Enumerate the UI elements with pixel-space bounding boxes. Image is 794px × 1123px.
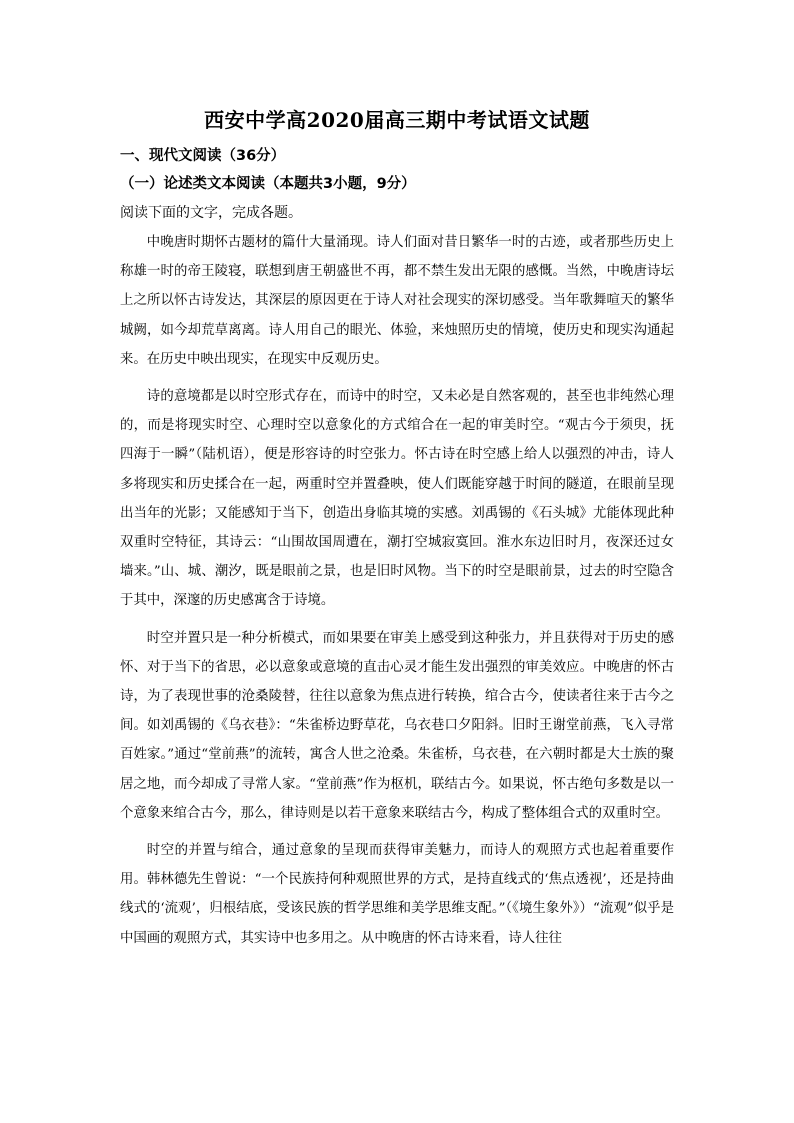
passage-paragraph-3: 时空并置只是一种分析模式，而如果要在审美上感受到这种张力，并且获得对于历史的感怀、对于当下的省思，必以意象或意境的直击心灵才能生发出强烈的审美效应。中晚唐的怀古诗，为了表现世事的沧桑陵替，往往以意象为焦点进行转换，绾合古今，使读者往来于古今之间。如刘禹锡的《乌衣巷》：“朱雀桥边野草花，乌衣巷口夕阳斜。旧时王谢堂前燕，飞入寻常百姓家。”通过“堂前燕”的流转，寓含人世之沧桑。朱雀桥，乌衣巷，在六朝时都是大士族的聚居之地，而今却成了寻常人家。“堂前燕”作为枢机，联结古今。如果说，怀古绝句多数是以一个意象来绾合古今，那么，律诗则是以若干意象来联结古今，构成了整体组合式的双重时空。: [120, 630, 674, 821]
passage-paragraph-2: 诗的意境都是以时空形式存在，而诗中的时空，又未必是自然客观的，甚至也非纯然心理的，而是将现实时空、心理时空以意象化的方式绾合在一起的审美时空。“观古今于须臾，抚四海于一瞬”（陆机语），便是形容诗的时空张力。怀古诗在时空感上给人以强烈的冲击，诗人多将现实和历史揉合在一起，两重时空并置叠映，使人们既能穿越于时间的隧道，在眼前呈现出当年的光影；又能感知于当下，创造出身临其境的实感。刘禹锡的《石头城》尤能体现此种双重时空特征，其诗云：“山围故国周遭在，潮打空城寂寞回。淮水东边旧时月，夜深还过女墙来。”山、城、潮汐，既是眼前之景，也是旧时风物。当下的时空是眼前景，过去的时空隐含于其中，深邃的历史感寓含于诗境。: [120, 389, 674, 609]
passage-paragraph-1: 中晚唐时期怀古题材的篇什大量涌现。诗人们面对昔日繁华一时的古迹，或者那些历史上称雄一时的帝王陵寝，联想到唐王朝盛世不再，都不禁生发出无限的感慨。当然，中晚唐诗坛上之所以怀古诗发达，其深层的原因更在于诗人对社会现实的深切感受。当年歌舞喧天的繁华城阙，如今却荒草离离。诗人用自己的眼光、体验，来烛照历史的情境，使历史和现实沟通起来。在历史中映出现实，在现实中反观历史。: [120, 235, 674, 367]
document-title: 西安中学高2020届高三期中考试语文试题: [204, 108, 590, 132]
reading-instruction: 阅读下面的文字，完成各题。: [120, 205, 302, 221]
passage-paragraph-4: 时空的并置与绾合，通过意象的呈现而获得审美魅力，而诗人的观照方式也起着重要作用。韩林德先生曾说：“一个民族持何种观照世界的方式，是持直线式的‘焦点透视’，还是持曲线式的‘流观’，归根结底，受该民族的哲学思维和美学思维支配。”（《境生象外》）“流观”似乎是中国画的观照方式，其实诗中也多用之。从中晚唐的怀古诗来看，诗人往往: [120, 843, 674, 946]
subsection-heading: （一）论述类文本阅读（本题共3小题，9分）: [120, 176, 416, 192]
section-heading: 一、现代文阅读（36分）: [120, 148, 286, 164]
